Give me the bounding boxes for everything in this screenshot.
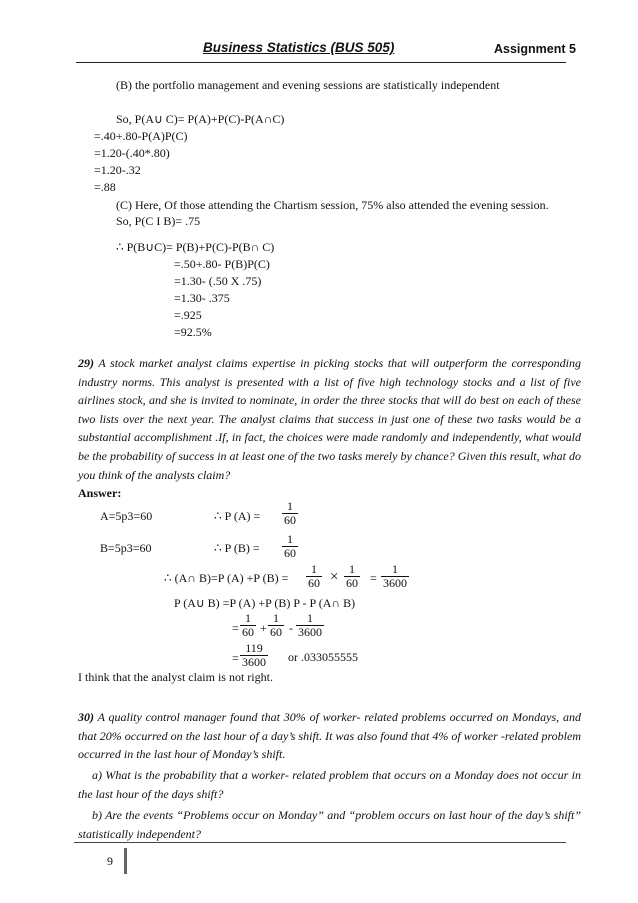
union-frac-1: $\frac{1}{60}$ <box>242 611 254 639</box>
part-c-line-5: =92.5% <box>174 325 212 339</box>
question-30-part-b: b) Are the events “Problems occur on Monday” and “problem occurs on last hour of the day’s shift” statistically independent? <box>78 808 581 841</box>
part-c-given: So, P(C I B)= .75 <box>116 214 201 228</box>
result-decimal: or .033055555 <box>288 650 358 664</box>
pa-label: ∴ P (A) = <box>214 509 261 523</box>
part-b-line-3: =1.20-(.40*.80) <box>94 146 170 160</box>
plus-sign: + <box>260 621 267 635</box>
page-number: 9 <box>107 854 113 868</box>
part-c-line-3: =1.30- .375 <box>174 291 230 305</box>
pa-fraction <box>282 500 298 527</box>
union-frac-2: $\frac{1}{60}$ <box>270 611 282 639</box>
question-30-number: 30) <box>78 710 94 724</box>
part-b-line-4: =1.20-.32 <box>94 163 141 177</box>
intersection-frac-2: $\frac{1}{60}$ <box>346 562 358 590</box>
question-29 <box>78 354 581 484</box>
question-30-part-a: a) What is the probability that a worker- related problem that occurs on a Monday does not occur in the last hour of the days shift? <box>78 768 581 801</box>
part-c-formula: ∴ P(B∪C)= P(B)+P(C)-P(B∩ C) <box>116 240 275 254</box>
part-b-line-2: =.40+.80-P(A)P(C) <box>94 129 188 143</box>
footer-rule <box>74 842 566 843</box>
header-rule <box>76 62 566 63</box>
b-permutation: B=5p3=60 <box>100 541 152 555</box>
question-30-text: A quality control manager found that 30% of worker- related problems occurred on Mondays, and that 20% occurred on the last hour of a day’s shift. It was also found that 4% of worker -related problem occurred in the last hour of Monday’s shift. <box>78 710 581 762</box>
pa-denominator: 60 <box>284 513 296 527</box>
intersection-frac-1: $\frac{1}{60}$ <box>308 562 320 590</box>
part-c-intro: (C) Here, Of those attending the Chartism session, 75% also attended the evening session. <box>116 198 549 212</box>
question-30 <box>78 708 581 764</box>
union-equals: = <box>232 621 239 635</box>
pa-numerator: 1 <box>287 499 293 513</box>
answer-label: Answer: <box>78 486 122 500</box>
pb-denominator: 60 <box>284 546 296 560</box>
a-permutation: A=5p3=60 <box>100 509 153 523</box>
part-b-line-1: So, P(A∪ C)= P(A)+P(C)-P(A∩C) <box>116 112 285 126</box>
pb-numerator: 1 <box>287 532 293 546</box>
result-equals: = <box>232 651 239 665</box>
union-formula: P (A∪ B) =P (A) +P (B) P - P (A∩ B) <box>174 596 356 610</box>
assignment-label: Assignment 5 <box>494 42 576 56</box>
conclusion: I think that the analyst claim is not right. <box>78 670 273 684</box>
intersection-label: ∴ (A∩ B)=P (A) +P (B) = <box>164 571 289 585</box>
part-c-line-4: =.925 <box>174 308 202 322</box>
part-c-line-2: =1.30- (.50 X .75) <box>174 274 262 288</box>
question-29-text: A stock market analyst claims expertise in picking stocks that will outperform the corresponding industry norms. This analyst is presented with a list of five high technology stocks and a list of five airlines stock, and she is invited to nominate, in order the three stocks that will do best on each of these two lists over the next year. The analyst claims that success in just one of these two tasks would be a substantial accomplishment .If, in fact, the choices were made randomly and independently, what would be the probability of success in at least one of the two tasks merely by chance? Given this result, what do you think of the analysts claim? <box>78 356 581 482</box>
result-fraction: $\frac{119}{3600}$ <box>242 641 266 669</box>
document-title: Business Statistics (BUS 505) <box>203 40 395 55</box>
part-b-intro: (B) the portfolio management and evening sessions are statistically independent <box>116 78 500 92</box>
part-b-line-5: =.88 <box>94 180 116 194</box>
pb-label: ∴ P (B) = <box>214 541 260 555</box>
question-29-number: 29) <box>78 356 94 370</box>
footer-bar <box>124 848 127 874</box>
union-frac-3: $\frac{1}{3600}$ <box>298 611 322 639</box>
intersection-result: $\frac{1}{3600}$ <box>383 562 407 590</box>
pb-fraction <box>282 533 298 560</box>
part-c-line-1: =.50+.80- P(B)P(C) <box>174 257 270 271</box>
times-sign: × <box>330 569 339 585</box>
minus-sign: - <box>289 621 293 635</box>
equals-sign: = <box>370 571 377 585</box>
